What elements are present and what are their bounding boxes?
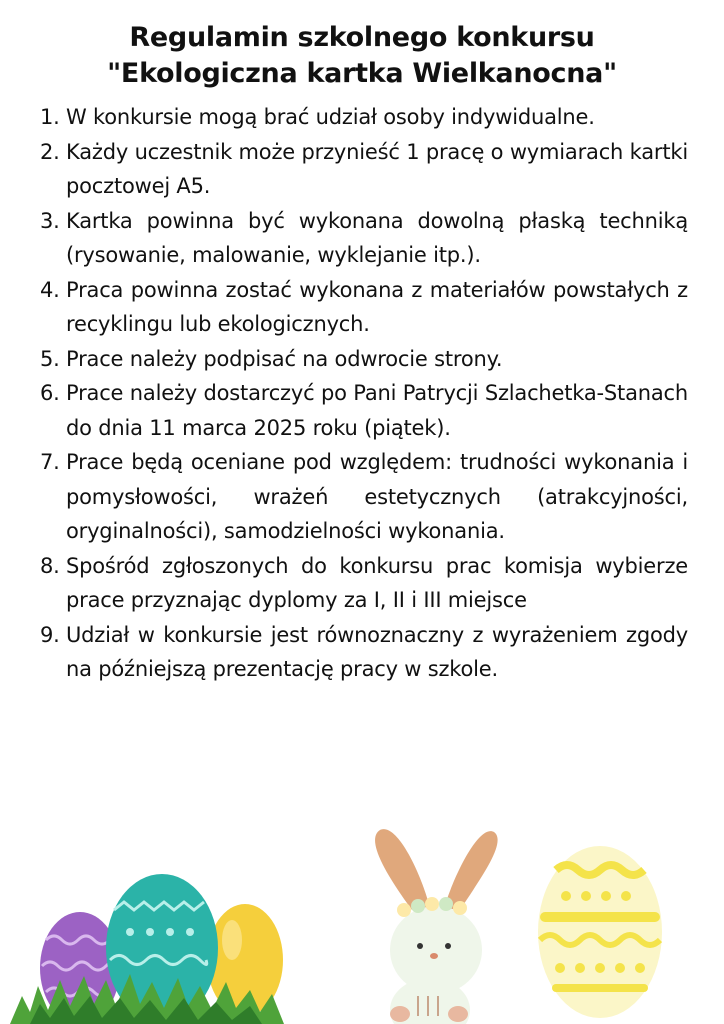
rule-item — [40, 549, 688, 618]
rule-text: W konkursie mogą brać udział osoby indywidualne. — [66, 105, 595, 129]
rule-text: Spośród zgłoszonych do konkursu prac komisja wybierze prace przyznając dyplomy za I, II i III miejsce — [66, 553, 688, 612]
rule-item — [40, 135, 688, 204]
rules-list — [40, 100, 688, 687]
rule-number: 8. — [40, 553, 60, 578]
rule-text: Prace będą oceniane pod względem: trudności wykonania i pomysłowości, wrażeń estetycznych (atrakcyjności, oryginalności), samodzielności wykonania. — [66, 450, 688, 543]
rule-number: 4. — [40, 277, 60, 302]
rule-number: 5. — [40, 346, 60, 371]
rule-number: 7. — [40, 450, 60, 474]
rule-item — [40, 273, 688, 342]
rule-number: 6. — [40, 381, 60, 405]
rule-item — [40, 204, 688, 273]
rule-item — [40, 618, 688, 687]
rule-number: 1. — [40, 105, 60, 129]
rule-item — [40, 376, 688, 445]
rule-number: 3. — [40, 208, 60, 233]
easter-decorations — [0, 800, 724, 1024]
rule-number: 2. — [40, 139, 60, 164]
page-title: Regulamin szkolnego konkursu "Ekologiczna kartka Wielkanocna" — [107, 22, 617, 89]
rule-item — [40, 445, 688, 549]
yellow-striped-egg-icon — [538, 846, 662, 1018]
easter-eggs-in-grass-icon — [10, 874, 284, 1024]
rule-text: Udział w konkursie jest równoznaczny z wyrażeniem zgody na późniejszą prezentację pracy w szkole. — [66, 622, 688, 681]
rule-text: Prace należy dostarczyć po Pani Patrycji Szlachetka-Stanach do dnia 11 marca 2025 roku (piątek). — [66, 381, 688, 440]
rule-item — [40, 100, 688, 135]
rule-text: Kartka powinna być wykonana dowolną płaską techniką (rysowanie, malowanie, wyklejanie itp.). — [66, 208, 688, 267]
rule-item — [40, 342, 688, 377]
rule-number: 9. — [40, 622, 60, 647]
rule-text: Praca powinna zostać wykonana z materiałów powstałych z recyklingu lub ekologicznych. — [66, 277, 688, 336]
easter-bunny-icon — [375, 829, 498, 1024]
rule-text: Prace należy podpisać na odwrocie strony. — [66, 346, 503, 371]
rule-text: Każdy uczestnik może przynieść 1 pracę o wymiarach kartki pocztowej A5. — [66, 139, 688, 198]
